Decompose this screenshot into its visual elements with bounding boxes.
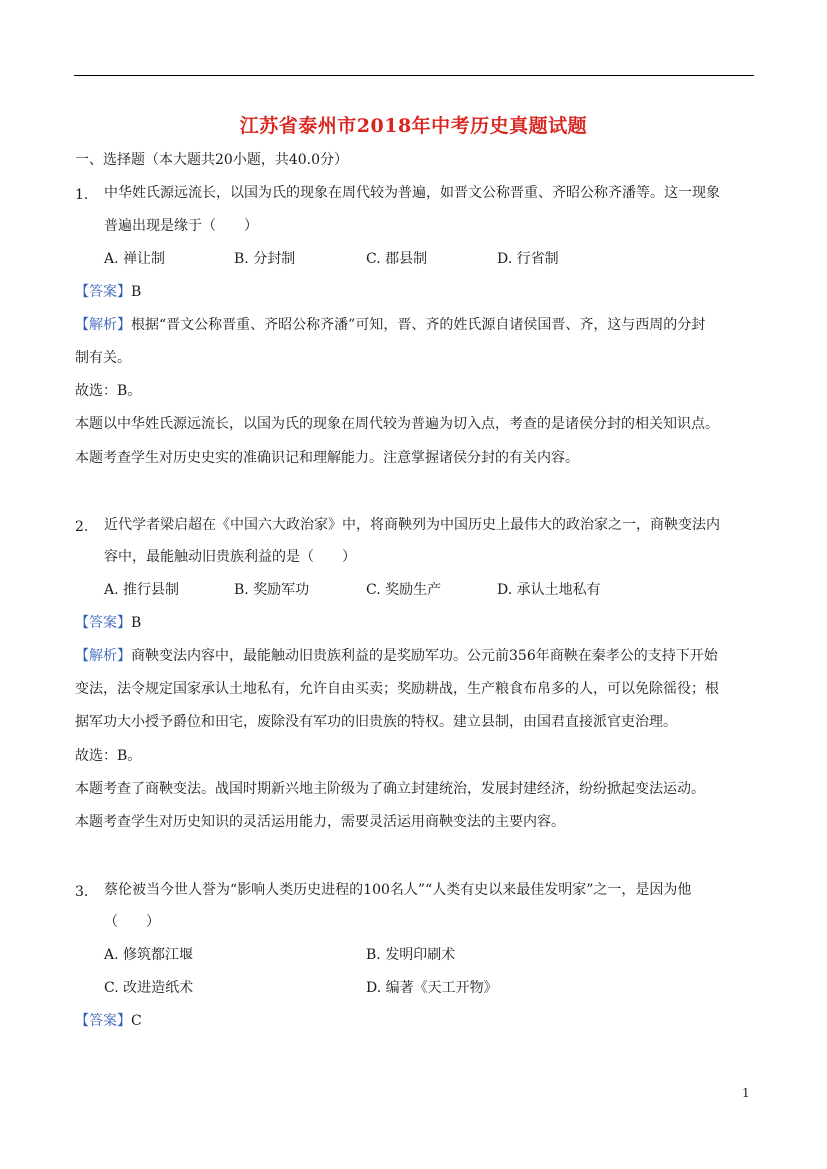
question-2-note-1: 本题考查了商鞅变法。战国时期新兴地主阶级为了确立封建统治，发展封建经济，纷纷掀起变法运动。 — [75, 781, 705, 797]
question-1-text-line-1: 中华姓氏源远流长，以国为氏的现象在周代较为普遍，如晋文公称晋重、齐昭公称齐潘等。这一现象 — [104, 185, 720, 201]
document-title: 江苏省泰州市2018年中考历史真题试题 — [239, 115, 588, 137]
answer-tag: 【答案】 — [75, 615, 131, 631]
question-2-analysis — [75, 646, 718, 666]
header-rule — [74, 75, 754, 76]
question-2-answer — [75, 613, 141, 633]
question-1-note-2: 本题考查学生对历史史实的准确识记和理解能力。注意掌握诸侯分封的有关内容。 — [75, 450, 579, 466]
question-2-text-line-2: 容中，最能触动旧贵族利益的是（ ） — [104, 549, 356, 565]
question-3-text-line-1: 蔡伦被当今世人誉为“影响人类历史进程的100名人”“人类有史以来最佳发明家”之一，是因为他 — [104, 882, 692, 898]
question-3-answer — [75, 1011, 142, 1031]
question-2-text-line-1: 近代学者梁启超在《中国六大政治家》中，将商鞅列为中国历史上最伟大的政治家之一，商鞅变法内 — [104, 517, 720, 533]
question-3-text-line-2: （ ） — [104, 914, 160, 930]
question-1-option-d: D. 行省制 — [497, 251, 559, 267]
question-1-text-line-2: 普遍出现是缘于（ ） — [104, 218, 258, 234]
question-3-option-a: A. 修筑都江堰 — [104, 947, 194, 963]
question-2-number: 2. — [75, 519, 89, 535]
question-2-option-a: A. 推行县制 — [104, 582, 180, 598]
question-1-number: 1. — [75, 187, 89, 203]
question-2-option-b: B. 奖励军功 — [234, 582, 310, 598]
question-1-answer — [75, 282, 141, 302]
question-1-analysis-line-2: 制有关。 — [75, 350, 131, 366]
answer-value: B — [131, 615, 142, 631]
question-1-note-1: 本题以中华姓氏源远流长，以国为氏的现象在周代较为普遍为切入点，考查的是诸侯分封的相关知识点。 — [75, 416, 719, 432]
answer-value: C — [131, 1013, 142, 1029]
answer-tag: 【答案】 — [75, 1013, 131, 1029]
question-2-analysis-line-2: 变法，法令规定国家承认土地私有，允许自由买卖；奖励耕战，生产粮食布帛多的人，可以免除徭役；根 — [75, 681, 719, 697]
analysis-tag: 【解析】 — [75, 317, 131, 333]
question-1-option-b: B. 分封制 — [234, 251, 296, 267]
question-2-option-c: C. 奖励生产 — [366, 582, 442, 598]
question-1-analysis — [75, 315, 705, 335]
section-heading: 一、选择题（本大题共20小题，共40.0分） — [75, 152, 348, 168]
question-1-choice: 故选：B。 — [75, 383, 142, 399]
question-3-option-c: C. 改进造纸术 — [104, 980, 194, 996]
answer-value: B — [131, 284, 142, 300]
analysis-line-1: 商鞅变法内容中，最能触动旧贵族利益的是奖励军功。公元前356年商鞅在秦孝公的支持下开始 — [131, 648, 718, 664]
page-number: 1 — [742, 1086, 750, 1100]
question-2-option-d: D. 承认土地私有 — [497, 582, 601, 598]
question-2-analysis-line-3: 据军功大小授予爵位和田宅，废除没有军功的旧贵族的特权。建立县制，由国君直接派官吏治理。 — [75, 714, 677, 730]
question-3-number: 3. — [75, 884, 89, 900]
analysis-line-1: 根据“晋文公称晋重、齐昭公称齐潘”可知，晋、齐的姓氏源自诸侯国晋、齐，这与西周的分封 — [131, 317, 706, 333]
question-3-option-b: B. 发明印刷术 — [366, 947, 456, 963]
analysis-tag: 【解析】 — [75, 648, 131, 664]
question-1-option-a: A. 禅让制 — [104, 251, 166, 267]
question-3-option-d: D. 编著《天工开物》 — [366, 980, 498, 996]
question-1-option-c: C. 郡县制 — [366, 251, 428, 267]
question-2-note-2: 本题考查学生对历史知识的灵活运用能力，需要灵活运用商鞅变法的主要内容。 — [75, 814, 565, 830]
question-2-choice: 故选：B。 — [75, 748, 142, 764]
answer-tag: 【答案】 — [75, 284, 131, 300]
